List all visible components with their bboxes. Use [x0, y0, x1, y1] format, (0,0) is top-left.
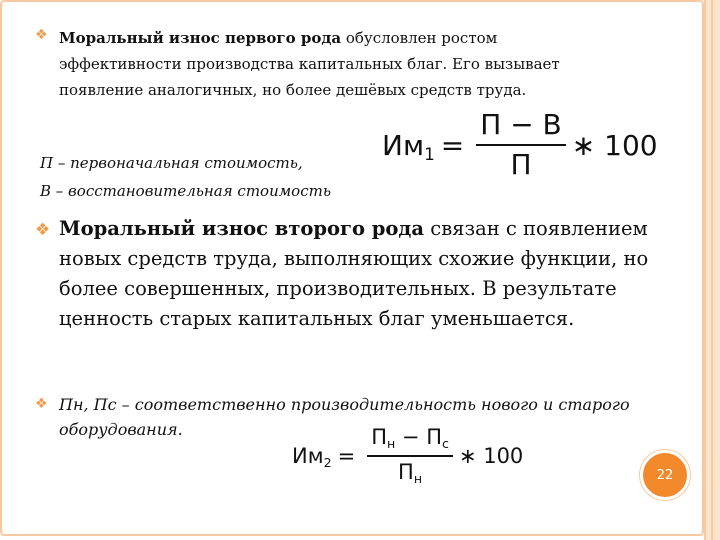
paragraph-first-type [59, 25, 599, 103]
formula2-denominator: $П_н$ [398, 460, 423, 487]
formula1-lhs: $Им_1$ [382, 128, 435, 165]
paragraph-first-type-bold: Моральный износ первого рода [59, 29, 342, 47]
formula1-fraction [476, 108, 566, 182]
paragraph-productivity-note: Пн, Пс – соответственно производительность нового и старого оборудования. [59, 395, 630, 439]
formula1-denominator: П [510, 148, 532, 181]
formula2-lhs: $Им_2$ [292, 444, 332, 471]
definition-p: П – первоначальная стоимость, [40, 154, 303, 172]
formula1-multiplier: ∗ 100 [571, 128, 658, 162]
paragraph-second-type-bold: Моральный износ второго рода [59, 217, 425, 240]
formula2-numerator: $П_н - П_с$ [367, 424, 453, 457]
formula-second-type [292, 424, 523, 488]
paragraph-second-type-text: связан с появлением новых средств труда, выполняющих схожие функции, но более совершенных, производительных. В результате ценность старых капитальных благ уменьшается. [59, 217, 649, 330]
formula1-equals: = [440, 128, 465, 162]
bullet-icon: ❖ [35, 396, 48, 412]
paragraph-second-type [59, 214, 649, 334]
formula1-numerator: П − В [476, 108, 566, 146]
formula2-equals: = [337, 444, 356, 468]
formula2-fraction [367, 424, 453, 488]
page-number-badge [640, 450, 690, 500]
formula-first-type [382, 108, 658, 182]
formula2-multiplier: ∗ 100 [458, 444, 524, 468]
bullet-icon: ❖ [35, 220, 51, 240]
bullet-icon: ❖ [35, 27, 48, 43]
page-number: 22 [656, 467, 674, 483]
paragraph-first-type-text: обусловлен ростом эффективности производства капитальных благ. Его вызывает появление аналогичных, но более дешёвых средств труда. [59, 29, 560, 99]
definition-v: В – восстановительная стоимость [40, 182, 332, 200]
slide-right-border-line [711, 0, 713, 540]
